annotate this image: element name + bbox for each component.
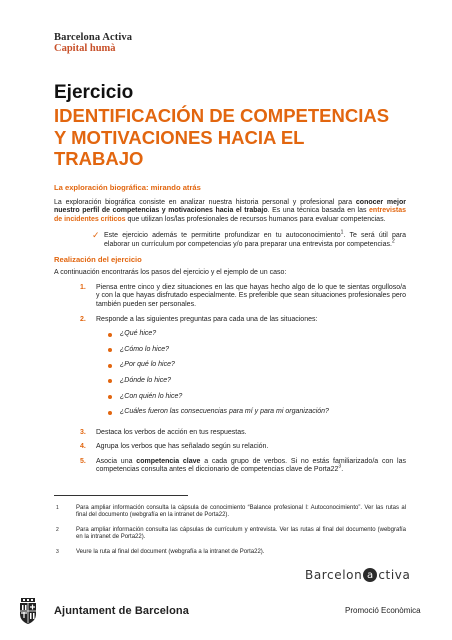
p1-text-a: La exploración biográfica consiste en analizar nuestra historia personal y profesional para xyxy=(54,198,356,206)
footnote-divider xyxy=(54,495,188,496)
barcelona-activa-capital-huma-logo xyxy=(54,32,132,54)
brand-line2: Capital humà xyxy=(54,43,116,54)
ajuntament-text: Ajuntament de Barcelona xyxy=(54,605,189,617)
section-heading-realizacion: Realización del ejercicio xyxy=(54,254,142,264)
bullet-icon xyxy=(108,348,112,352)
check-text-a: Este ejercicio además te permitirte profundizar en tu autoconocimiento xyxy=(104,232,341,240)
steps-list-continued xyxy=(54,429,406,475)
footnote-text: Veure la ruta al final del document (webgrafía a la intranet de Porta22). xyxy=(76,548,265,555)
bullet-icon xyxy=(108,411,112,415)
step-4 xyxy=(54,443,406,452)
step-number: 4. xyxy=(80,443,86,451)
footnote-number: 3 xyxy=(56,548,59,555)
steps-intro: A continuación encontrarás los pasos del ejercicio y el ejemplo de un caso: xyxy=(54,269,287,277)
step-1 xyxy=(54,284,406,310)
question-item xyxy=(54,346,406,355)
step-text-a: Asocia una xyxy=(96,457,137,465)
footnote-2 xyxy=(54,527,406,542)
intro-paragraph xyxy=(54,199,406,225)
step-3 xyxy=(54,429,406,438)
title-line-1: IDENTIFICACIÓN DE COMPETENCIAS xyxy=(54,105,390,126)
question-item xyxy=(54,330,406,339)
footnote-ref-3: 3 xyxy=(338,464,342,471)
barcelona-activa-logo xyxy=(305,568,410,582)
question-item xyxy=(54,377,406,386)
footnote-3 xyxy=(54,549,406,556)
brand-line1: Barcelona Activa xyxy=(54,32,133,43)
bullet-icon xyxy=(108,364,112,368)
step-number: 2. xyxy=(80,315,86,323)
step-number: 3. xyxy=(80,428,86,436)
footnote-text: Para ampliar información consulta las cápsulas de currículum y entrevista. Ver las rutas al final del documento (webgrafía en la intranet de Porta22). xyxy=(76,526,406,541)
footnotes xyxy=(54,505,406,563)
step-bold: competencia clave xyxy=(136,457,201,465)
check-note xyxy=(92,232,406,249)
page-title-main xyxy=(54,105,424,170)
question-text: ¿Con quién lo hice? xyxy=(120,392,183,400)
step-number: 1. xyxy=(80,283,86,291)
step-text: Responde a las siguientes preguntas para cada una de las situaciones: xyxy=(96,315,318,323)
footnote-number: 1 xyxy=(56,505,59,511)
step-2 xyxy=(54,316,406,325)
title-block xyxy=(54,82,424,170)
bullet-icon xyxy=(108,333,112,337)
question-text: ¿Dónde lo hice? xyxy=(120,376,171,384)
checkmark-icon: ✓ xyxy=(92,230,100,241)
section-heading-exploracion: La exploración biográfica: mirando atrás xyxy=(54,183,201,192)
ajuntament-logo xyxy=(18,598,189,624)
step-text: Agrupa los verbos que has señalado según su relación. xyxy=(96,443,269,451)
questions-list xyxy=(54,330,406,417)
p1-bold: conocer mejor nuestro perfil de competencias y motivaciones hacia el trabajo xyxy=(54,198,406,215)
bullet-icon xyxy=(108,395,112,399)
logo-circle-a: a xyxy=(363,568,377,582)
step-text-b: a cada grupo de verbos. Si no estás familiarizado/a con las competencias consulta antes el diccionario de competencias clave de Porta22 xyxy=(96,457,406,474)
check-text-b: . Te será útil para elaborar un currículum por competencias y/o para preparar una entrevista por competencias. xyxy=(104,232,406,248)
promocio-economica-text: Promoció Econòmica xyxy=(345,606,421,615)
title-line-3: TRABAJO xyxy=(54,148,144,169)
logo-text-a: Barcelon xyxy=(305,568,363,582)
bullet-icon xyxy=(108,379,112,383)
document-body xyxy=(54,184,406,481)
p1-text-b: . Es una técnica basada en las xyxy=(267,207,370,215)
step-text: Piensa entre cinco y diez situaciones en las que hayas hecho algo de lo que te sientas orgulloso/a y con la que hayas disfrutado especialmente. Es preferible que sean situaciones profesionales pero también pueden ser personales. xyxy=(96,283,406,308)
step-number: 5. xyxy=(80,457,86,465)
question-text: ¿Por qué lo hice? xyxy=(120,361,175,369)
title-line-2: Y MOTIVACIONES HACIA EL xyxy=(54,126,305,148)
question-text: ¿Qué hice? xyxy=(120,330,157,338)
step-5 xyxy=(54,458,406,475)
p1-text-c: que utilizan los/las profesionales de recursos humanos para evaluar competencias. xyxy=(125,215,386,223)
step-text-c: . xyxy=(341,466,344,474)
footnote-ref-1: 1 xyxy=(340,230,344,237)
barcelona-shield-icon xyxy=(18,598,38,624)
footnote-text: Para ampliar información consulta la cápsula de conocimiento “Balance profesional I: Autoconocimiento”. Ver las rutas al final del documento (webgrafía en la intranet de Porta22). xyxy=(76,505,406,519)
step-text: Destaca los verbos de acción en tus respuestas. xyxy=(96,428,247,436)
footnote-number: 2 xyxy=(56,526,59,533)
question-text: ¿Cuáles fueron las consecuencias para mí y para mi organización? xyxy=(120,408,329,416)
logo-text-b: ctiva xyxy=(378,568,411,582)
steps-list xyxy=(54,284,406,475)
footnote-ref-2: 2 xyxy=(391,238,395,245)
page-title-small: Ejercicio xyxy=(54,82,134,103)
footnote-1 xyxy=(54,505,406,520)
question-item xyxy=(54,408,406,417)
question-item xyxy=(54,361,406,370)
question-text: ¿Cómo lo hice? xyxy=(120,345,170,353)
p1-highlight: entrevistas de incidentes críticos xyxy=(54,207,406,223)
question-item xyxy=(54,393,406,402)
